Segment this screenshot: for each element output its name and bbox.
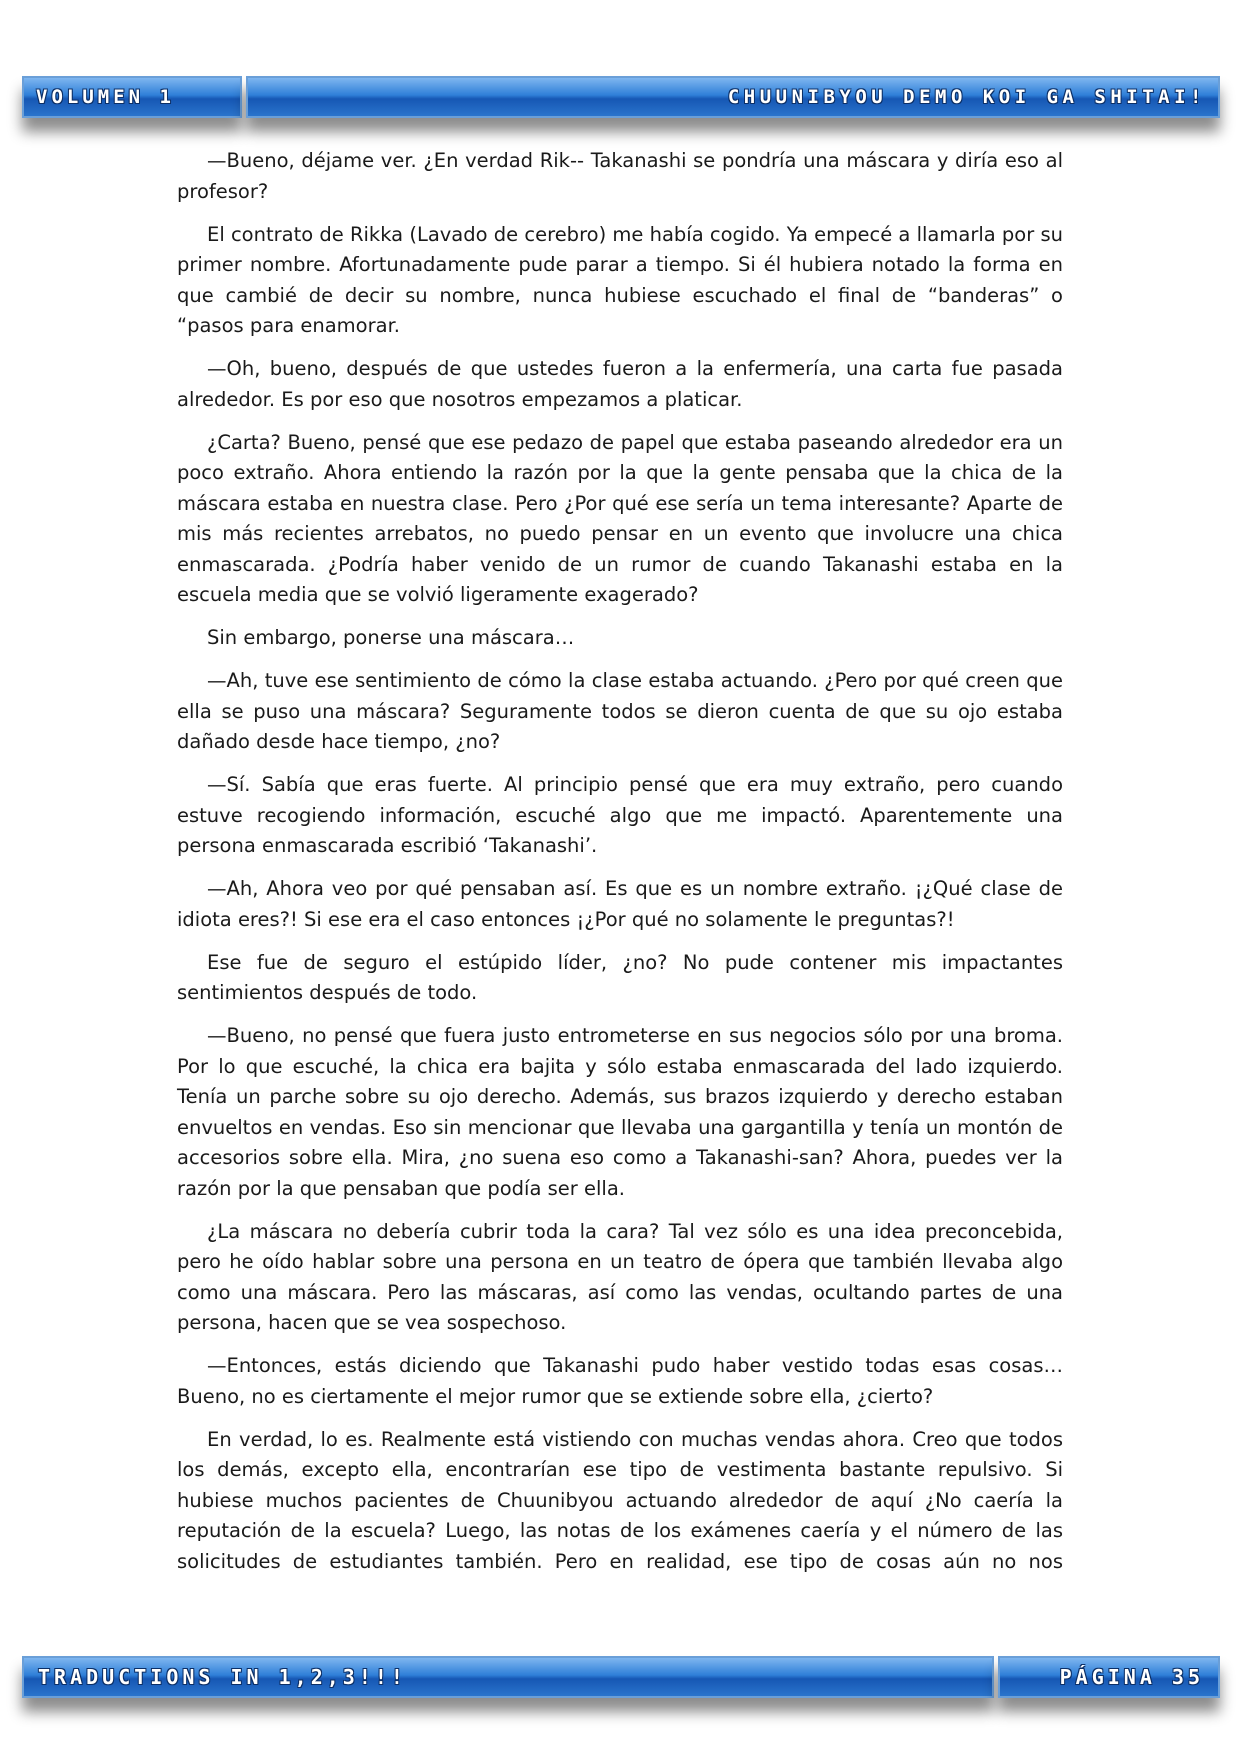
paragraph: Ese fue de seguro el estúpido líder, ¿no? No pude contener mis impactantes sentimientos después de todo. [177, 950, 1063, 1004]
paragraph: El contrato de Rikka (Lavado de cerebro) me había cogido. Ya empecé a llamarla por su primer nombre. Afortunadamente pude parar a tiempo. Si él hubiera notado la forma en que cambié de decir su nombre, nunca hubiese escuchado el final de “banderas” o “pasos para enamorar. [177, 222, 1063, 337]
paragraph: Sin embargo, ponerse una máscara… [207, 626, 575, 649]
footer-credit-bar [22, 1656, 994, 1698]
book-title: CHUUNIBYOU DEMO KOI GA SHITAI! [727, 86, 1206, 108]
footer-page-bar [998, 1656, 1220, 1698]
paragraph: ¿La máscara no debería cubrir toda la cara? Tal vez sólo es una idea preconcebida, pero he oído hablar sobre una persona en un teatro de ópera que también llevaba algo como una máscara. Pero las máscaras, así como las vendas, ocultando partes de una persona, hacen que se vea sospechoso. [177, 1219, 1063, 1334]
paragraph: —Sí. Sabía que eras fuerte. Al principio pensé que era muy extraño, pero cuando estuve recogiendo información, escuché algo que me impactó. Aparentemente una persona enmascarada escribió ‘Takanashi’. [177, 773, 1063, 857]
paragraph: ¿Carta? Bueno, pensé que ese pedazo de papel que estaba paseando alrededor era un poco extraño. Ahora entiendo la razón por la que la gente pensaba que la chica de la máscara estaba en nuestra clase. Pero ¿Por qué ese sería un tema interesante? Aparte de mis más recientes arrebatos, no puedo pensar en un evento que involucre una chica enmascarada. ¿Podría haber venido de un rumor de cuando Takanashi estaba en la escuela media que se volvió ligeramente exagerado? [177, 430, 1063, 606]
paragraph: —Oh, bueno, después de que ustedes fueron a la enfermería, una carta fue pasada alrededor. Es por eso que nosotros empezamos a platicar. [177, 357, 1063, 411]
page-number: PÁGINA 35 [1059, 1665, 1204, 1689]
paragraph: —Entonces, estás diciendo que Takanashi pudo haber vestido todas esas cosas… Bueno, no es ciertamente el mejor rumor que se extiende sobre ella, ¿cierto? [177, 1354, 1063, 1408]
paragraph: —Ah, tuve ese sentimiento de cómo la clase estaba actuando. ¿Pero por qué creen que ella se puso una máscara? Seguramente todos se dieron cuenta de que su ojo estaba dañado desde hace tiempo, ¿no? [177, 669, 1063, 753]
header-volume-bar [22, 76, 242, 118]
page-body [177, 146, 1063, 1590]
header-title-bar [246, 76, 1220, 118]
translator-credit: TRADUCTIONS IN 1,2,3!!! [38, 1665, 407, 1689]
paragraph: —Bueno, no pensé que fuera justo entrometerse en sus negocios sólo por una broma. Por lo que escuché, la chica era bajita y sólo estaba enmascarada del lado izquierdo. Tenía un parche sobre su ojo derecho. Además, sus brazos izquierdo y derecho estaban envueltos en vendas. Eso sin mencionar que llevaba una gargantilla y tenía un montón de accesorios sobre ella. Mira, ¿no suena eso como a Takanashi-san? Ahora, puedes ver la razón por la que pensaban que podía ser ella. [177, 1024, 1063, 1200]
paragraph: —Bueno, déjame ver. ¿En verdad Rik-- Takanashi se pondría una máscara y diría eso al profesor? [177, 149, 1063, 203]
paragraph: En verdad, lo es. Realmente está vistiendo con muchas vendas ahora. Creo que todos los demás, excepto ella, encontrarían ese tipo de vestimenta bastante repulsivo. Si hubiese muchos pacientes de Chuunibyou actuando alrededor de aquí ¿No caería la reputación de la escuela? Luego, las notas de los exámenes caería y el número de las solicitudes de estudiantes también. Pero en realidad, ese tipo de cosas aún no nos [177, 1427, 1063, 1573]
paragraph: —Ah, Ahora veo por qué pensaban así. Es que es un nombre extraño. ¡¿Qué clase de idiota eres?! Si ese era el caso entonces ¡¿Por qué no solamente le preguntas?! [177, 877, 1063, 931]
volume-label: VOLUMEN 1 [36, 86, 175, 108]
